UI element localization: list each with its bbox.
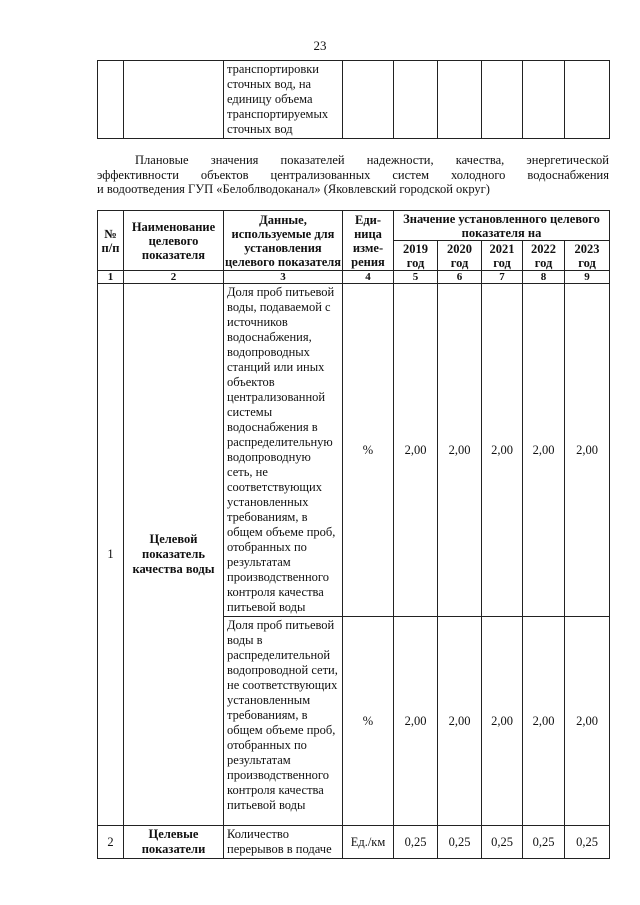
row-data: Доля проб питьевой воды в распределительной водопроводной сети, не соответствующих установленным требованиям, в общем объеме проб, отобранных по результатам производственного контроля качества питьевой воды — [224, 617, 343, 826]
row-value: 2,00 — [523, 617, 565, 826]
row-data: Количество перерывов в подаче — [224, 826, 343, 859]
row-value: 2,00 — [394, 284, 438, 617]
table-row — [98, 826, 610, 859]
column-numbers-row — [98, 271, 610, 284]
column-number: 9 — [565, 271, 610, 284]
indicators-table — [97, 210, 610, 859]
row-value: 2,00 — [565, 617, 610, 826]
header-data: Данные, используемые для установления целевого показателя — [224, 212, 342, 269]
row-value: 0,25 — [565, 826, 610, 859]
table-caption — [97, 153, 609, 197]
continuation-row — [98, 61, 610, 139]
header-num: № п/п — [98, 211, 124, 271]
continuation-table — [97, 60, 610, 139]
header-value-group: Значение установленного целевого показателя на — [394, 211, 610, 241]
row-value: 2,00 — [565, 284, 610, 617]
row-value: 2,00 — [438, 284, 482, 617]
row-name: Целевые показатели — [124, 826, 224, 859]
column-number: 8 — [523, 271, 565, 284]
row-num: 1 — [98, 284, 124, 826]
header-year: 2021 год — [482, 241, 523, 271]
column-number: 1 — [98, 271, 124, 284]
page-number: 23 — [313, 38, 327, 53]
row-value: 2,00 — [438, 617, 482, 826]
row-value: 2,00 — [523, 284, 565, 617]
column-number: 4 — [343, 271, 394, 284]
continuation-data-text: транспортировки сточных вод, на единицу объема транспортируемых сточных вод — [224, 61, 343, 139]
row-num: 2 — [98, 826, 124, 859]
row-value: 0,25 — [394, 826, 438, 859]
row-unit: % — [343, 284, 394, 617]
column-number: 6 — [438, 271, 482, 284]
row-data: Доля проб питьевой воды, подаваемой с источников водоснабжения, водопроводных станций или иных объектов централизованной системы водоснабжения в распределительную водопроводную сеть, не соответствующих установленных требованиям, в общем объеме проб, отобранных по результатам производственного контроля качества питьевой воды — [224, 284, 343, 617]
header-year: 2023 год — [565, 241, 610, 271]
row-unit: % — [343, 617, 394, 826]
row-value: 0,25 — [438, 826, 482, 859]
row-unit: Ед./км — [343, 826, 394, 859]
row-value: 2,00 — [394, 617, 438, 826]
column-number: 2 — [124, 271, 224, 284]
column-number: 5 — [394, 271, 438, 284]
header-year: 2022 год — [523, 241, 565, 271]
row-value: 0,25 — [523, 826, 565, 859]
column-number: 3 — [224, 271, 343, 284]
caption-line-1: Плановые значения показателей надежности, качества, энергетической — [135, 153, 609, 167]
caption-line-2: эффективности объектов централизованных систем холодного водоснабжения — [97, 167, 609, 182]
row-value: 2,00 — [482, 284, 523, 617]
row-value: 2,00 — [482, 617, 523, 826]
table-row — [98, 284, 610, 617]
row-name: Целевой показатель качества воды — [124, 284, 224, 826]
column-number: 7 — [482, 271, 523, 284]
header-year: 2020 год — [438, 241, 482, 271]
header-unit: Еди-ница изме-рения — [343, 211, 394, 271]
caption-line-3: и водоотведения ГУП «Белоблводоканал» (Яковлевский городской округ) — [97, 182, 490, 196]
header-name: Наименование целевого показателя — [124, 211, 224, 271]
header-year: 2019 год — [394, 241, 438, 271]
row-value: 0,25 — [482, 826, 523, 859]
